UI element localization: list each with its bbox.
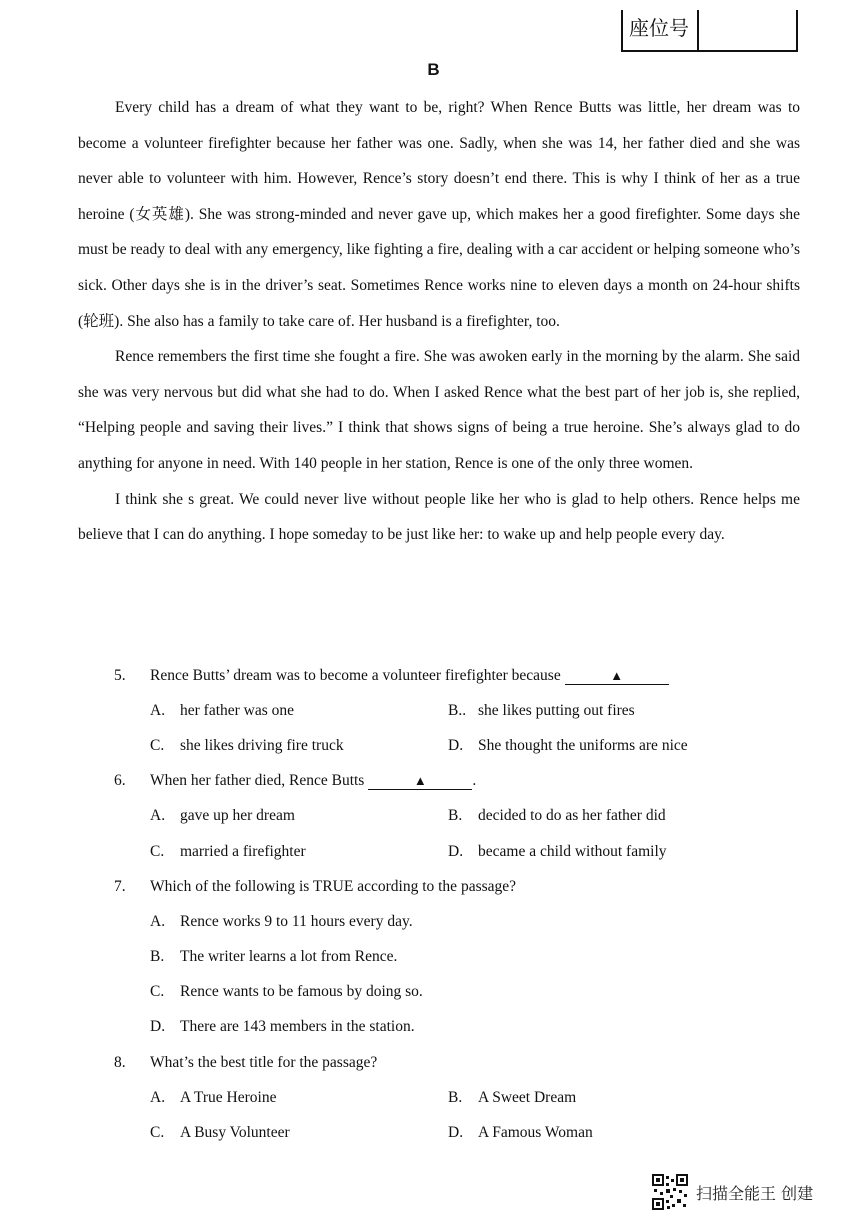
question-8 [114,1045,800,1080]
watermark-text: 扫描全能王 创建 [696,1183,814,1203]
option-d[interactable]: D. A Famous Woman [448,1124,593,1142]
option-d[interactable]: D. became a child without family [448,842,667,860]
option-a[interactable]: A. A True Heroine [150,1088,277,1106]
option-b[interactable]: B. decided to do as her father did [448,807,666,825]
question-7 [114,869,800,904]
question-stem: What’s the best title for the passage? [150,1053,378,1071]
option-a[interactable]: A. gave up her dream [150,807,295,825]
question-stem: Rence Butts’ dream was to become a volunteer firefighter because ▲ [150,667,800,685]
question-5 [114,658,800,693]
option-c[interactable]: C. Rence wants to be famous by doing so. [150,983,423,1001]
option-row [114,904,800,939]
option-row [114,1080,800,1115]
section-title: B [427,60,440,79]
seat-number-label: 座位号 [629,16,689,40]
seat-box-divider [697,10,699,50]
triangle-marker-icon: ▲ [413,773,427,789]
question-stem: Which of the following is TRUE according to the passage? [150,877,517,895]
option-c[interactable]: C. A Busy Volunteer [150,1124,290,1142]
triangle-marker-icon: ▲ [610,667,624,683]
option-row [114,799,800,834]
option-row [114,1115,800,1150]
question-number: 5. [114,666,126,684]
qr-code-icon [652,1174,688,1210]
option-row [114,940,800,975]
passage-paragraph-3: I think she s great. We could never live without people like her who is glad to help others. Rence helps me believe that I can do anything. I hope someday to be just like her: to wake up and help people every day. [78,490,800,544]
question-list [114,658,800,1151]
reading-passage [78,90,800,553]
option-a[interactable]: A. Rence works 9 to 11 hours every day. [150,912,413,930]
question-number: 6. [114,772,126,790]
question-number: 7. [114,877,126,895]
option-b[interactable]: B. A Sweet Dream [448,1088,577,1106]
option-d[interactable]: D. There are 143 members in the station. [150,1018,415,1036]
answer-blank[interactable] [368,773,472,790]
option-c[interactable]: C. married a firefighter [150,842,306,860]
passage-paragraph-2: Rence remembers the first time she fought a fire. She was awoken early in the morning by the alarm. She said she was very nervous but did what she had to do. When I asked Rence what the best part of her job is, she replied, “Helping people and saving their lives.” I think that shows signs of being a true heroine. She’s always glad to do anything for anyone in need. With 140 people in her station, Rence is one of the only three women. [78,348,800,472]
option-row [114,975,800,1010]
question-number: 8. [114,1053,126,1071]
option-b[interactable]: B. The writer learns a lot from Rence. [150,948,398,966]
scanner-watermark [652,1172,813,1212]
option-d[interactable]: D. She thought the uniforms are nice [448,736,688,754]
seat-number-box [621,10,798,52]
passage-paragraph-1: Every child has a dream of what they want to be, right? When Rence Butts was little, her dream was to become a volunteer firefighter because her father was one. Sadly, when she was 14, her father died and she was never able to volunteer with him. However, Rence’s story doesn’t end there. This is why I think of her as a true heroine (女英雄). She was strong-minded and never gave up, which makes her a good firefighter. Some days she must be ready to deal with any emergency, like fighting a fire, dealing with a car accident or helping someone who’s sick. Other days she is in the driver’s seat. Sometimes Rence works nine to eleven days a month on 24-hour shifts (轮班). She also has a family to take care of. Her husband is a firefighter, too. [78,99,800,330]
option-row [114,728,800,763]
question-stem: When her father died, Rence Butts ▲ . [150,772,477,790]
option-row [114,693,800,728]
option-a[interactable]: A. her father was one [150,701,295,719]
option-c[interactable]: C. she likes driving fire truck [150,736,344,754]
option-row [114,834,800,869]
question-6 [114,764,800,799]
answer-blank[interactable] [565,668,669,685]
option-b[interactable]: B.. she likes putting out fires [448,701,635,719]
option-row [114,1010,800,1045]
